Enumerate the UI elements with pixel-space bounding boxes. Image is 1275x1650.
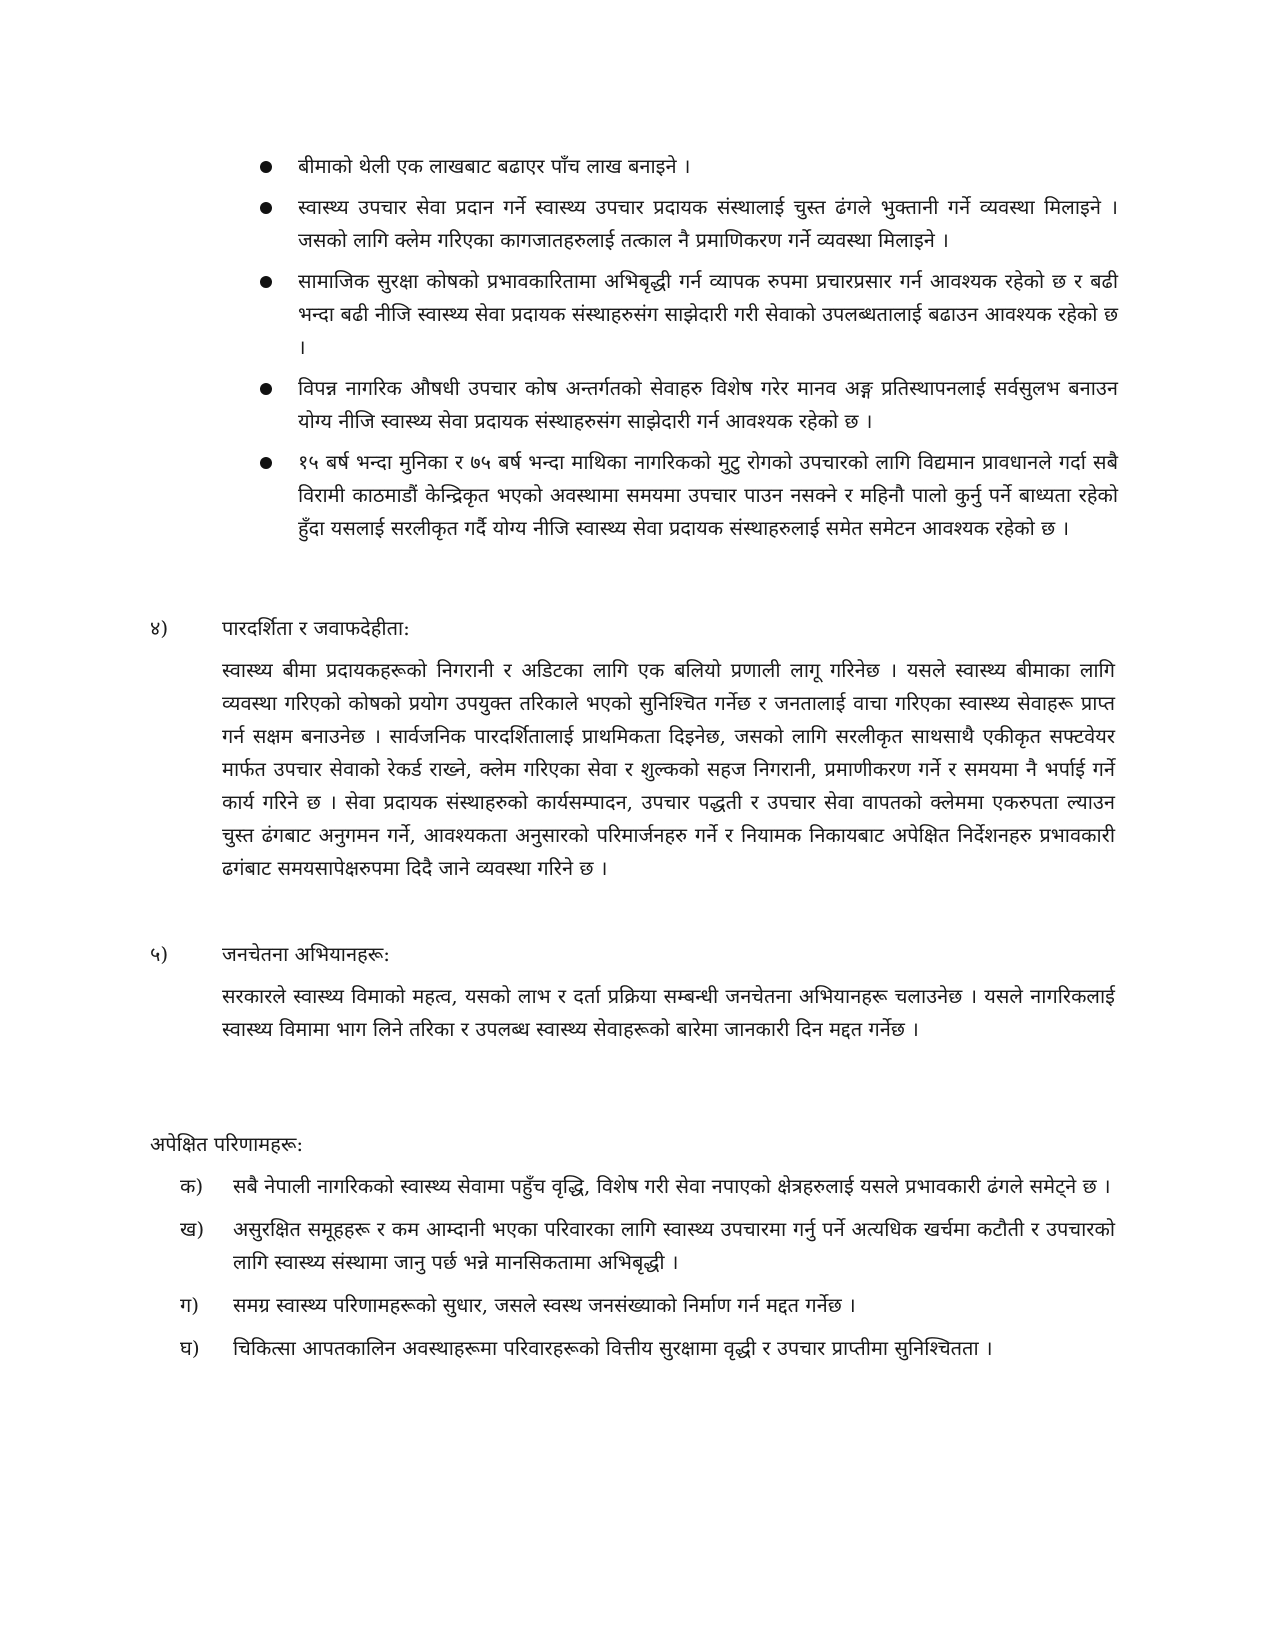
outcomes-title: अपेक्षित परिणामहरू: [150, 1132, 304, 1156]
bullet-list [258, 150, 1118, 553]
section-4-heading [150, 612, 1110, 645]
list-marker: घ) [180, 1336, 200, 1360]
section-5-title: जनचेतना अभियानहरू: [222, 942, 390, 966]
list-item [180, 1213, 1115, 1279]
section-5-body: सरकारले स्वास्थ्य विमाको महत्व, यसको लाभ र दर्ता प्रक्रिया सम्बन्धी जनचेतना अभियानहरू चलाउनेछ । यसले नागरिकलाई स्वास्थ्य विमामा भाग लिने तरिका र उपलब्ध स्वास्थ्य सेवाहरूको बारेमा जानकारी दिन मद्दत गर्नेछ । [222, 984, 1115, 1041]
section-4-body: स्वास्थ्य बीमा प्रदायकहरूको निगरानी र अडिटका लागि एक बलियो प्रणाली लागू गरिनेछ । यसले स्वास्थ्य बीमाका लागि व्यवस्था गरिएको कोषको प्रयोग उपयुक्त तरिकाले भएको सुनिश्चित गर्नेछ र जनतालाई वाचा गरिएका स्वास्थ्य सेवाहरू प्राप्त गर्न सक्षम बनाउनेछ । सार्वजनिक पारदर्शितालाई प्राथमिकता दिइनेछ, जसको लागि सरलीकृत साथसाथै एकीकृत सफ्टवेयर मार्फत उपचार सेवाको रेकर्ड राख्ने, क्लेम गरिएका सेवा र शुल्कको सहज निगरानी, प्रमाणीकरण गर्ने र समयमा नै भर्पाई गर्ने कार्य गरिने छ । सेवा प्रदायक संस्थाहरुको कार्यसम्पादन, उपचार पद्धती र उपचार सेवा वापतको क्लेममा एकरुपता ल्याउन चुस्त ढंगबाट अनुगमन गर्ने, आवश्यकता अनुसारको परिमार्जनहरु गर्ने र नियामक निकायबाट अपेक्षित निर्देशनहरु प्रभावकारी ढगंबाट समयसापेक्षरुपमा दिदै जाने व्यवस्था गरिने छ । [222, 658, 1115, 880]
list-item-text: असुरक्षित समूहहरू र कम आम्दानी भएका परिवारका लागि स्वास्थ्य उपचारमा गर्नु पर्ने अत्यधिक खर्चमा कटौती र उपचारको लागि स्वास्थ्य संस्थामा जानु पर्छ भन्ने मानसिकतामा अभिबृद्धी । [233, 1217, 1115, 1274]
list-item [258, 150, 1118, 183]
list-item-text: सामाजिक सुरक्षा कोषको प्रभावकारितामा अभिबृद्धी गर्न व्यापक रुपमा प्रचारप्रसार गर्न आवश्यक रहेको छ र बढी भन्दा बढी नीजि स्वास्थ्य सेवा प्रदायक संस्थाहरुसंग साझेदारी गरी सेवाको उपलब्धतालाई बढाउन आवश्यक रहेको छ । [298, 269, 1118, 359]
bullet-icon [260, 202, 272, 214]
list-item [180, 1289, 1115, 1322]
list-item [258, 191, 1118, 257]
list-item-text: चिकित्सा आपतकालिन अवस्थाहरूमा परिवारहरूको वित्तीय सुरक्षामा वृद्धी र उपचार प्राप्तीमा सुनिश्चितता । [233, 1336, 993, 1360]
list-item [258, 372, 1118, 438]
list-item [258, 265, 1118, 364]
list-marker: ग) [180, 1293, 200, 1317]
section-5-heading [150, 938, 1110, 971]
list-item [180, 1332, 1115, 1365]
bullet-icon [260, 161, 272, 173]
list-item [258, 446, 1118, 545]
list-item [180, 1170, 1115, 1203]
outcomes-list [180, 1170, 1115, 1375]
list-item-text: विपन्न नागरिक औषधी उपचार कोष अन्तर्गतको सेवाहरु विशेष गरेर मानव अङ्ग प्रतिस्थापनलाई सर्वसुलभ बनाउन योग्य नीजि स्वास्थ्य सेवा प्रदायक संस्थाहरुसंग साझेदारी गर्न आवश्यक रहेको छ । [298, 376, 1118, 433]
list-item-text: १५ बर्ष भन्दा मुनिका र ७५ बर्ष भन्दा माथिका नागरिकको मुटु रोगको उपचारको लागि विद्यमान प्रावधानले गर्दा सबै विरामी काठमाडौं केन्द्रिकृत भएको अवस्थामा समयमा उपचार पाउन नसक्ने र महिनौ पालो कुर्नु पर्ने बाध्यता रहेको हुँदा यसलाई सरलीकृत गर्दै योग्य नीजि स्वास्थ्य सेवा प्रदायक संस्थाहरुलाई समेत समेटन आवश्यक रहेको छ । [298, 450, 1118, 540]
section-4-title: पारदर्शिता र जवाफदेहीता: [222, 616, 410, 640]
section-5-number: ५) [150, 942, 169, 966]
list-item-text: बीमाको थेली एक लाखबाट बढाएर पाँच लाख बनाइने । [298, 154, 691, 178]
bullet-icon [260, 276, 272, 288]
list-item-text: सबै नेपाली नागरिकको स्वास्थ्य सेवामा पहुँच वृद्धि, विशेष गरी सेवा नपाएको क्षेत्रहरुलाई यसले प्रभावकारी ढंगले समेट्ने छ । [233, 1174, 1111, 1198]
bullet-icon [260, 457, 272, 469]
list-marker: क) [180, 1174, 204, 1198]
list-item-text: स्वास्थ्य उपचार सेवा प्रदान गर्ने स्वास्थ्य उपचार प्रदायक संस्थालाई चुस्त ढंगले भुक्तानी गर्ने व्यवस्था मिलाइने । जसको लागि क्लेम गरिएका कागजातहरुलाई तत्काल नै प्रमाणिकरण गर्ने व्यवस्था मिलाइने । [298, 195, 1118, 252]
section-4-number: ४) [150, 616, 169, 640]
bullet-icon [260, 383, 272, 395]
list-item-text: समग्र स्वास्थ्य परिणामहरूको सुधार, जसले स्वस्थ जनसंख्याको निर्माण गर्न मद्दत गर्नेछ । [233, 1293, 856, 1317]
list-marker: ख) [180, 1217, 205, 1241]
